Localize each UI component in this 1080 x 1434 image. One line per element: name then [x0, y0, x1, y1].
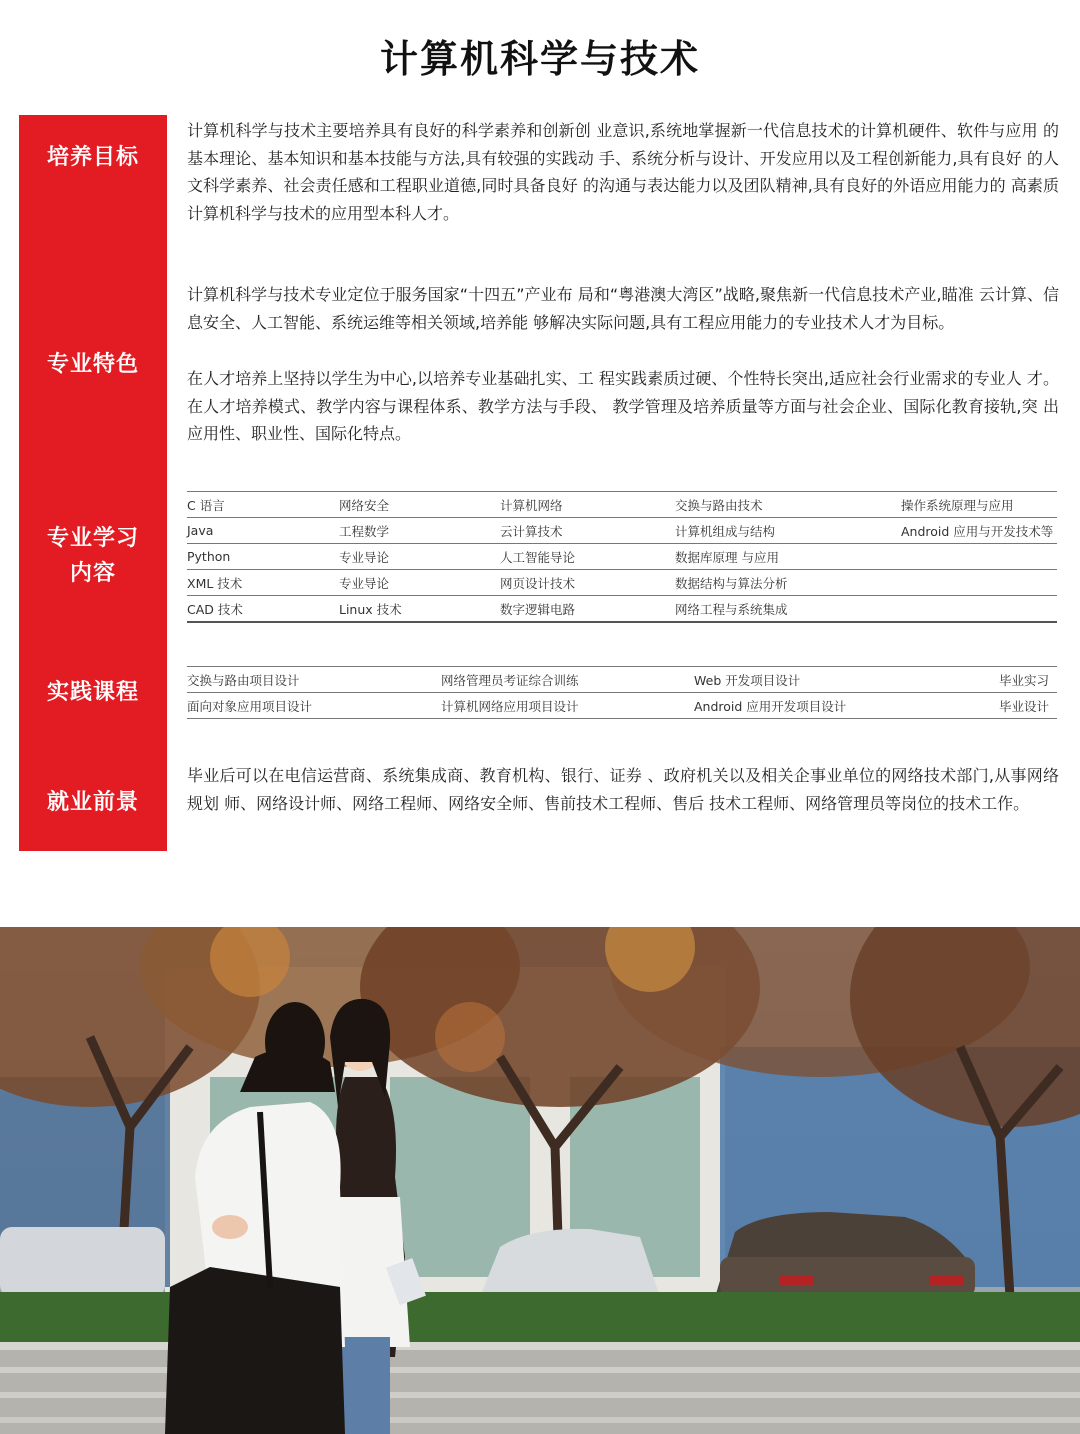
section-label-features: 专业特色: [46, 352, 139, 377]
red-label-column: [19, 115, 167, 851]
table-cell: 专业导论: [339, 570, 500, 596]
table-cell: [901, 544, 1057, 570]
table-cell: 数字逻辑电路: [500, 596, 675, 623]
table-cell: Web 开发项目设计: [694, 667, 954, 693]
table-cell: CAD 技术: [187, 596, 339, 623]
table-cell: 计算机网络: [500, 492, 675, 518]
table-cell: 专业导论: [339, 544, 500, 570]
table-row: [187, 693, 1057, 719]
campus-photo-illustration: [0, 927, 1080, 1434]
section-label-practice: 实践课程: [46, 680, 139, 705]
table-cell: 数据库原理 与应用: [675, 544, 901, 570]
campus-photo: [0, 927, 1080, 1434]
features-paragraph-1: 计算机科学与技术专业定位于服务国家“十四五”产业布 局和“粤港澳大湾区”战略,聚焦新一代信息技术产业,瞄准 云计算、信息安全、人工智能、系统运维等相关领域,培养能 够解决实际问题,具有工程应用能力的专业技术人才为目标。: [187, 285, 1059, 332]
table-row: [187, 596, 1057, 623]
table-row: [187, 492, 1057, 518]
table-row: [187, 667, 1057, 693]
table-cell: 网络工程与系统集成: [675, 596, 901, 623]
page-title: 计算机科学与技术: [379, 37, 700, 81]
table-row: [187, 518, 1057, 544]
section-label-study-line1: 专业学习: [46, 526, 139, 551]
table-cell: 云计算技术: [500, 518, 675, 544]
table-cell: Linux 技术: [339, 596, 500, 623]
table-cell: 交换与路由技术: [675, 492, 901, 518]
career-paragraph: 毕业后可以在电信运营商、系统集成商、教育机构、银行、证券 、政府机关以及相关企事业单位的网络技术部门,从事网络规划 师、网络设计师、网络工程师、网络安全师、售前技术工程师、售后 技术工程师、网络管理员等岗位的技术工作。: [187, 766, 1059, 813]
study-course-table: [187, 491, 1057, 623]
hedge: [0, 1292, 1080, 1342]
table-row: [187, 570, 1057, 596]
table-cell: C 语言: [187, 492, 339, 518]
table-cell: Python: [187, 544, 339, 570]
section-label-career: 就业前景: [46, 790, 139, 815]
practice-course-table: [187, 666, 1057, 719]
goal-paragraph: 计算机科学与技术主要培养具有良好的科学素养和创新创 业意识,系统地掌握新一代信息技术的计算机硬件、软件与应用 的基本理论、基本知识和基本技能与方法,具有较强的实践动 手、系统分析与设计、开发应用以及工程创新能力,具有良好 的人文科学素养、社会责任感和工程职业道德,同时具备良好 的沟通与表达能力以及团队精神,具有良好的外语应用能力的 高素质计算机科学与技术的应用型本科人才。: [187, 121, 1059, 223]
table-row: [187, 544, 1057, 570]
table-cell: 数据结构与算法分析: [675, 570, 901, 596]
table-cell: Java: [187, 518, 339, 544]
features-paragraph-2: 在人才培养上坚持以学生为中心,以培养专业基础扎实、工 程实践素质过硬、个性特长突出,适应社会行业需求的专业人 才。在人才培养模式、教学内容与课程体系、教学方法与手段、 教学管理及培养质量等方面与社会企业、国际化教育接轨,突 出应用性、职业性、国际化特点。: [187, 369, 1059, 443]
table-cell: 网页设计技术: [500, 570, 675, 596]
stone-steps: [0, 1342, 1080, 1434]
section-label-study: [19, 521, 167, 591]
table-cell: Android 应用开发项目设计: [694, 693, 954, 719]
table-cell: 交换与路由项目设计: [187, 667, 441, 693]
table-cell: [901, 570, 1057, 596]
table-cell: 计算机组成与结构: [675, 518, 901, 544]
table-cell: 面向对象应用项目设计: [187, 693, 441, 719]
table-cell: 工程数学: [339, 518, 500, 544]
table-cell: XML 技术: [187, 570, 339, 596]
section-label-goal: 培养目标: [46, 145, 139, 170]
table-cell: 网络管理员考证综合训练: [441, 667, 694, 693]
table-cell: 网络安全: [339, 492, 500, 518]
table-cell: 计算机网络应用项目设计: [441, 693, 694, 719]
table-cell: 操作系统原理与应用: [901, 492, 1057, 518]
table-cell: 毕业设计: [954, 693, 1057, 719]
table-cell: 毕业实习: [954, 667, 1057, 693]
table-cell: Android 应用与开发技术等: [901, 518, 1057, 544]
section-label-study-line2: 内容: [69, 561, 116, 586]
table-cell: [901, 596, 1057, 623]
table-cell: 人工智能导论: [500, 544, 675, 570]
